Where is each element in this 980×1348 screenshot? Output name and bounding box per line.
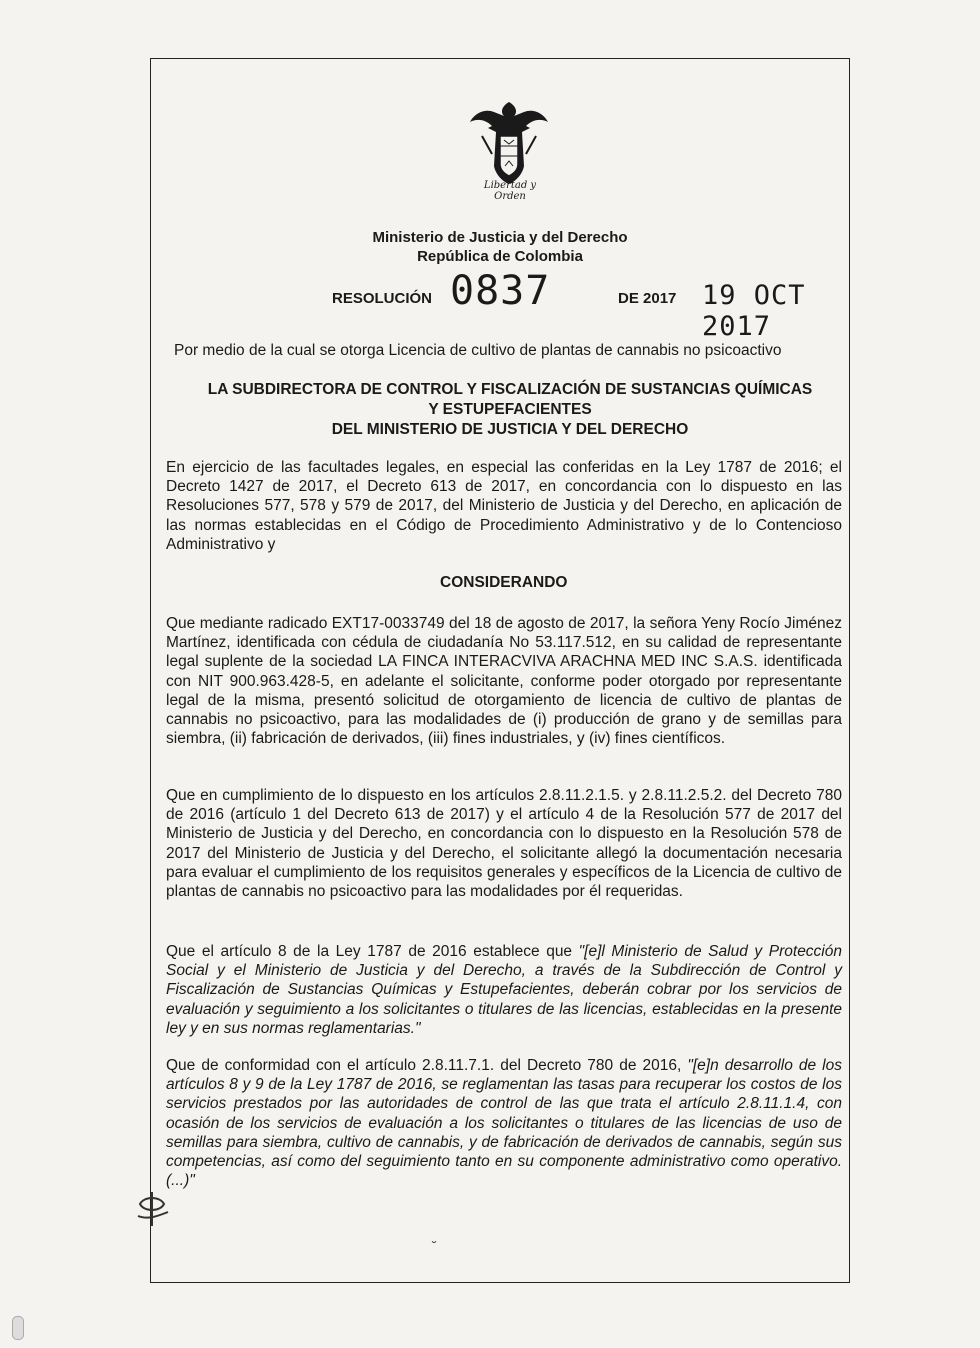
paragraph-decree-fees-quote: "[e]n desarrollo de los artículos 8 y 9 de la Ley 1787 de 2016, se reglamentan las tasas para recuperar los costos de los servicios prestados por las autoridades de control de las que trata el artículo 2.8.11.1.4, con ocasión de los servicios de evaluación a los solicitantes o titulares de las licencias de uso de semillas para siembra, cultivo de cannabis, y de fabricación de derivados de cannabis, según sus competencias, así como del seguimiento tanto en su componente administrativo como operativo. (...)": [166, 1057, 842, 1190]
issuing-authority: [160, 380, 860, 440]
paragraph-compliance: Que en cumplimiento de lo dispuesto en los artículos 2.8.11.2.1.5. y 2.8.11.2.5.2. del Decreto 780 de 2016 (artículo 1 del Decreto 613 de 2017) y el artículo 4 de la Resolución 577 de 2017 del Ministerio de Justicia y del Derecho, en concordancia con lo dispuesto en la Resolución 578 de 2017 del Ministerio de Justicia y del Derecho, el solicitante allegó la documentación necesaria para evaluar el cumplimiento de los requisitos generales y específicos de la Licencia de cultivo de plantas de cannabis no psicoactivo para las modalidades por él requeridas.: [166, 787, 842, 901]
punch-hole: [12, 1316, 24, 1340]
stray-mark: ˘: [432, 1238, 437, 1254]
paragraph-law-article-8-quote: "[e]l Ministerio de Salud y Protección Social y el Ministerio de Justicia y del Derecho, a través de la Subdirección de Control y Fiscalización de Sustancias Químicas y Estupefacientes, deberán cobrar por los servicios de evaluación y seguimiento a los solicitantes o titulares de las licencias, establecidas en la presente ley y en sus normas reglamentarias.": [166, 943, 842, 1037]
handwritten-initials-icon: [130, 1186, 176, 1232]
crest-motto: Libertad y Orden: [483, 180, 537, 202]
resolution-subject: Por medio de la cual se otorga Licencia de cultivo de plantas de cannabis no psicoactivo: [174, 342, 782, 359]
paragraph-law-article-8: [166, 942, 842, 1038]
condor-shield-icon: [464, 96, 554, 188]
authority-line-2: Y ESTUPEFACIENTES: [428, 401, 592, 418]
paragraph-decree-fees-intro: Que de conformidad con el artículo 2.8.11.7.1. del Decreto 780 de 2016,: [166, 1057, 688, 1074]
initials-signature: [130, 1186, 176, 1242]
paragraph-application: Que mediante radicado EXT17-0033749 del 18 de agosto de 2017, la señora Yeny Rocío Jiménez Martínez, identificada con cédula de ciudadanía No 53.117.512, en su calidad de representante legal suplente de la sociedad LA FINCA INTERACVIVA ARACHNA MED INC S.A.S. identificada con NIT 900.963.428-5, en adelante el solicitante, conforme poder otorgado por representante legal de la misma, presentó solicitud de otorgamiento de licencia de cultivo de plantas de cannabis no psicoactivo, para las modalidades de (i) producción de grano y de semillas para siembra, (ii) fabricación de derivados, (iii) fines industriales, y (iv) fines científicos.: [166, 615, 842, 748]
authority-line-1: LA SUBDIRECTORA DE CONTROL Y FISCALIZACIÓN DE SUSTANCIAS QUÍMICAS: [207, 381, 813, 398]
authority-line-3: DEL MINISTERIO DE JUSTICIA Y DEL DERECHO: [331, 421, 689, 438]
resolution-number: 0837: [450, 268, 551, 314]
ministry-name: Ministerio de Justicia y del Derecho: [372, 229, 628, 246]
resolution-year: DE 2017: [618, 290, 677, 307]
paragraph-law-article-8-intro: Que el artículo 8 de la Ley 1787 de 2016 establece que: [166, 943, 579, 960]
paragraph-decree-fees: [166, 1056, 842, 1190]
republic-name: República de Colombia: [417, 248, 583, 265]
resolution-label: RESOLUCIÓN: [332, 290, 433, 307]
preamble-paragraph: En ejercicio de las facultades legales, en especial las conferidas en la Ley 1787 de 2016; el Decreto 1427 de 2017, el Decreto 613 de 2017, en concordancia con lo dispuesto en las Resoluciones 577, 578 y 579 de 2017, del Ministerio de Justicia y del Derecho, en aplicación de las normas establecidas en el Código de Procedimiento Administrativo y de lo Contencioso Administrativo y: [166, 459, 842, 553]
resolution-line: [300, 268, 860, 342]
ministry-header: [300, 228, 700, 266]
considering-heading: CONSIDERANDO: [440, 574, 568, 591]
resolution-date-stamp: 19 OCT 2017: [702, 280, 806, 342]
